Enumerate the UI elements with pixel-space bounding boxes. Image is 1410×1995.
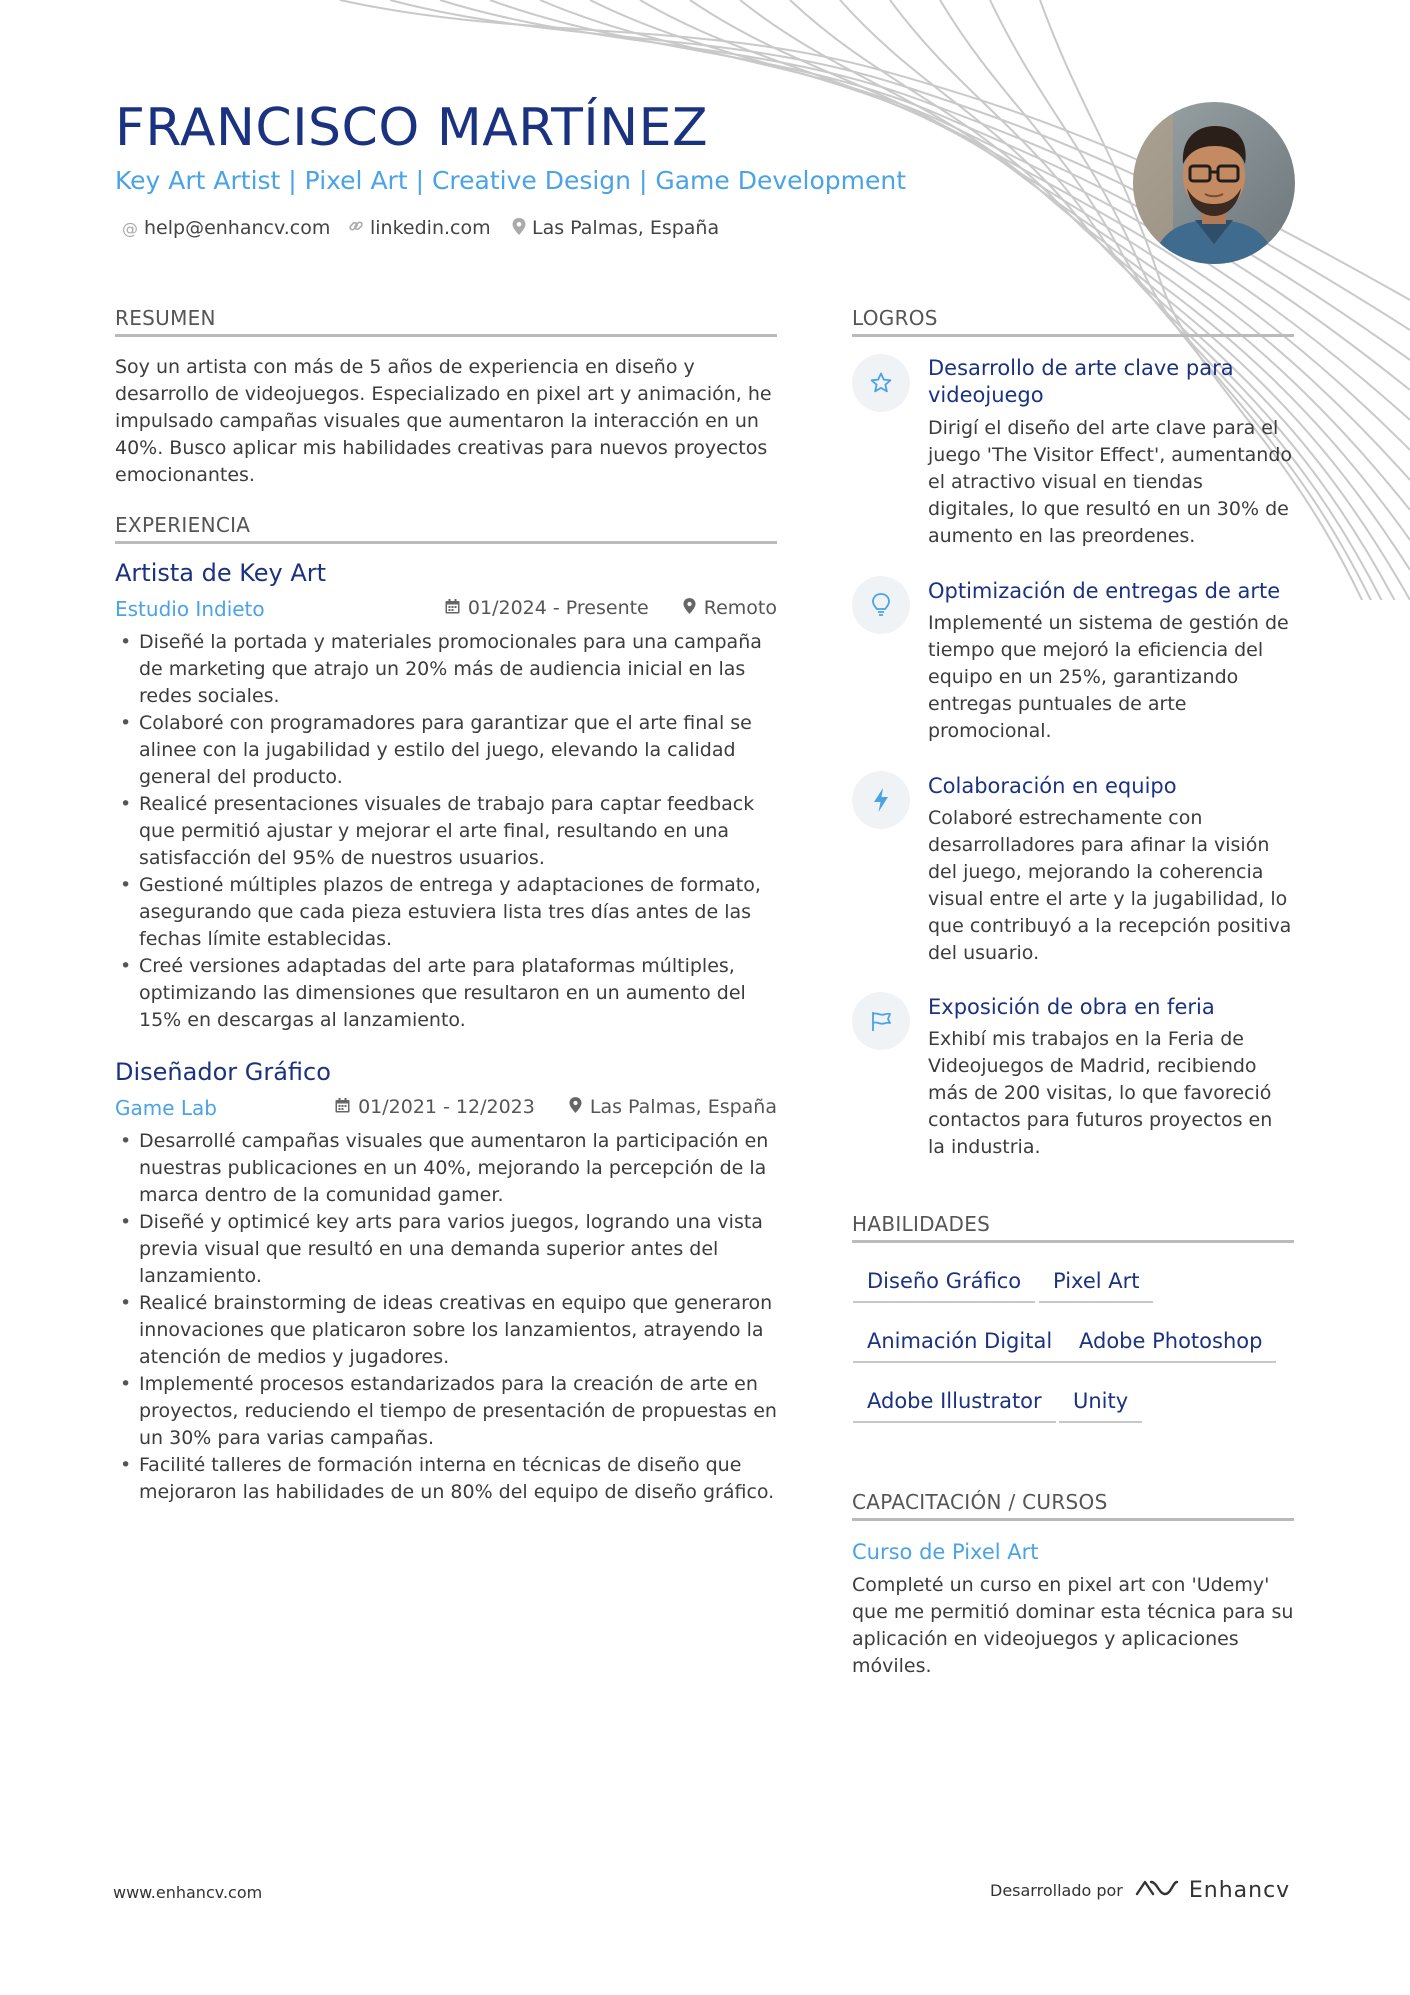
flag-icon <box>852 992 910 1050</box>
list-item: • Implementé procesos estandarizados para la creación de arte en proyectos, reduciendo el tiempo de presentación de propuestas en un 30% para varias campañas. <box>115 1371 779 1452</box>
powered-by-label: Desarrollado por <box>990 1880 1123 1900</box>
training-section-title: CAPACITACIÓN / CURSOS <box>852 1490 1294 1521</box>
summary-section-title: RESUMEN <box>115 306 777 337</box>
job-meta <box>400 597 777 619</box>
contact-email[interactable] <box>122 217 330 239</box>
skill-tag: Adobe Illustrator <box>853 1389 1056 1423</box>
achievement-title: Desarrollo de arte clave para videojuego <box>928 356 1234 407</box>
enhancv-logo-icon <box>1133 1876 1179 1904</box>
job-title: Artista de Key Art <box>115 559 327 587</box>
course-desc: Completé un curso en pixel art con 'Udemy' que me permitió dominar esta técnica para su aplicación en videojuegos y aplicaciones móviles. <box>852 1574 1294 1677</box>
job-company: Game Lab <box>115 1096 217 1120</box>
brand-name: Enhancv <box>1188 1877 1291 1903</box>
job-bullet-list <box>115 1128 779 1506</box>
achievement-title: Optimización de entregas de arte <box>928 579 1281 603</box>
candidate-tagline: Key Art Artist | Pixel Art | Creative Design | Game Development <box>115 166 907 195</box>
skill-tag: Diseño Gráfico <box>853 1269 1035 1303</box>
list-item: • Gestioné múltiples plazos de entrega y adaptaciones de formato, asegurando que cada pieza estuviera lista tres días antes de las fechas límite establecidas. <box>115 872 779 953</box>
job-dates: 01/2021 - 12/2023 <box>358 1096 535 1118</box>
job-title: Diseñador Gráfico <box>115 1058 331 1086</box>
lightning-icon <box>852 771 910 829</box>
list-item: • Creé versiones adaptadas del arte para plataformas múltiples, optimizando las dimensiones que resultaron en un aumento del 15% en descargas al lanzamiento. <box>115 953 779 1034</box>
achievement-title: Exposición de obra en feria <box>928 995 1215 1019</box>
achievements-section-title: LOGROS <box>852 306 1294 337</box>
achievement-desc: Implementé un sistema de gestión de tiempo que mejoró la eficiencia del equipo en un 25%, garantizando entregas puntuales de arte promocional. <box>928 612 1289 742</box>
job-meta <box>300 1096 777 1118</box>
profile-photo <box>1133 102 1295 264</box>
achievement-desc: Exhibí mis trabajos en la Feria de Videojuegos de Madrid, recibiendo más de 200 visitas, lo que favoreció contactos para futuros proyectos en la industria. <box>928 1028 1273 1158</box>
job-location: Las Palmas, España <box>589 1096 777 1118</box>
calendar-icon <box>445 599 460 618</box>
list-item: • Realicé presentaciones visuales de trabajo para captar feedback que permitió ajustar y mejorar el arte final, resultando en una satisfacción del 95% de nuestros usuarios. <box>115 791 779 872</box>
star-icon <box>852 354 910 412</box>
job-bullet-list <box>115 629 779 1034</box>
lightbulb-icon <box>852 576 910 634</box>
achievement-desc: Dirigí el diseño del arte clave para el juego 'The Visitor Effect', aumentando el atractivo visual en tiendas digitales, lo que resultó en un 30% de aumento en las preordenes. <box>928 417 1293 547</box>
contact-linkedin[interactable] <box>348 217 491 239</box>
list-item: • Diseñé la portada y materiales promocionales para una campaña de marketing que atrajo un 20% más de audiencia inicial en las redes sociales. <box>115 629 779 710</box>
list-item: • Desarrollé campañas visuales que aumentaron la participación en nuestras publicaciones en un 40%, mejorando la percepción de la marca dentro de la comunidad gamer. <box>115 1128 779 1209</box>
location-text: Las Palmas, España <box>532 217 720 239</box>
linkedin-text: linkedin.com <box>370 217 491 239</box>
job-dates: 01/2024 - Presente <box>467 597 649 619</box>
course-title: Curso de Pixel Art <box>852 1540 1039 1564</box>
achievement-desc: Colaboré estrechamente con desarrolladores para afinar la visión del juego, mejorando la coherencia visual entre el arte y la jugabilidad, lo que contribuyó a la recepción positiva del usuario. <box>928 807 1292 964</box>
skill-tag: Pixel Art <box>1039 1269 1153 1303</box>
skills-section-title: HABILIDADES <box>852 1212 1294 1243</box>
achievement-title: Colaboración en equipo <box>928 774 1177 798</box>
contact-location <box>512 217 719 239</box>
experience-section-title: EXPERIENCIA <box>115 513 777 544</box>
job-company: Estudio Indieto <box>115 597 265 621</box>
list-item: • Colaboré con programadores para garantizar que el arte final se alinee con la jugabilidad y estilo del juego, elevando la calidad general del producto. <box>115 710 779 791</box>
summary-text: Soy un artista con más de 5 años de experiencia en diseño y desarrollo de videojuegos. Especializado en pixel art y animación, he impulsado campañas visuales que aumentaron la interacción en un 40%. Busco aplicar mis habilidades creativas para nuevos proyectos emocionantes. <box>115 356 772 486</box>
list-item: • Facilité talleres de formación interna en técnicas de diseño que mejoraron las habilidades de un 80% del equipo de diseño gráfico. <box>115 1452 779 1506</box>
link-icon <box>348 218 364 238</box>
location-pin-icon <box>683 598 696 618</box>
skill-tag: Animación Digital <box>853 1329 1066 1363</box>
email-text: help@enhancv.com <box>144 217 331 239</box>
candidate-name: FRANCISCO MARTÍNEZ <box>115 98 709 158</box>
calendar-icon <box>335 1098 350 1117</box>
location-pin-icon <box>512 218 526 239</box>
skill-tag: Adobe Photoshop <box>1065 1329 1276 1363</box>
skill-tag: Unity <box>1059 1389 1142 1423</box>
list-item: • Diseñé y optimicé key arts para varios juegos, logrando una vista previa visual que resultó en una demanda superior antes del lanzamiento. <box>115 1209 779 1290</box>
list-item: • Realicé brainstorming de ideas creativas en equipo que generaron innovaciones que platicaron sobre los lanzamientos, atrayendo la atención de medios y jugadores. <box>115 1290 779 1371</box>
footer-branding[interactable] <box>990 1876 1290 1904</box>
location-pin-icon <box>569 1097 582 1117</box>
footer-website-link[interactable]: www.enhancv.com <box>113 1883 263 1902</box>
job-location: Remoto <box>703 597 777 619</box>
at-icon: @ <box>122 218 138 238</box>
